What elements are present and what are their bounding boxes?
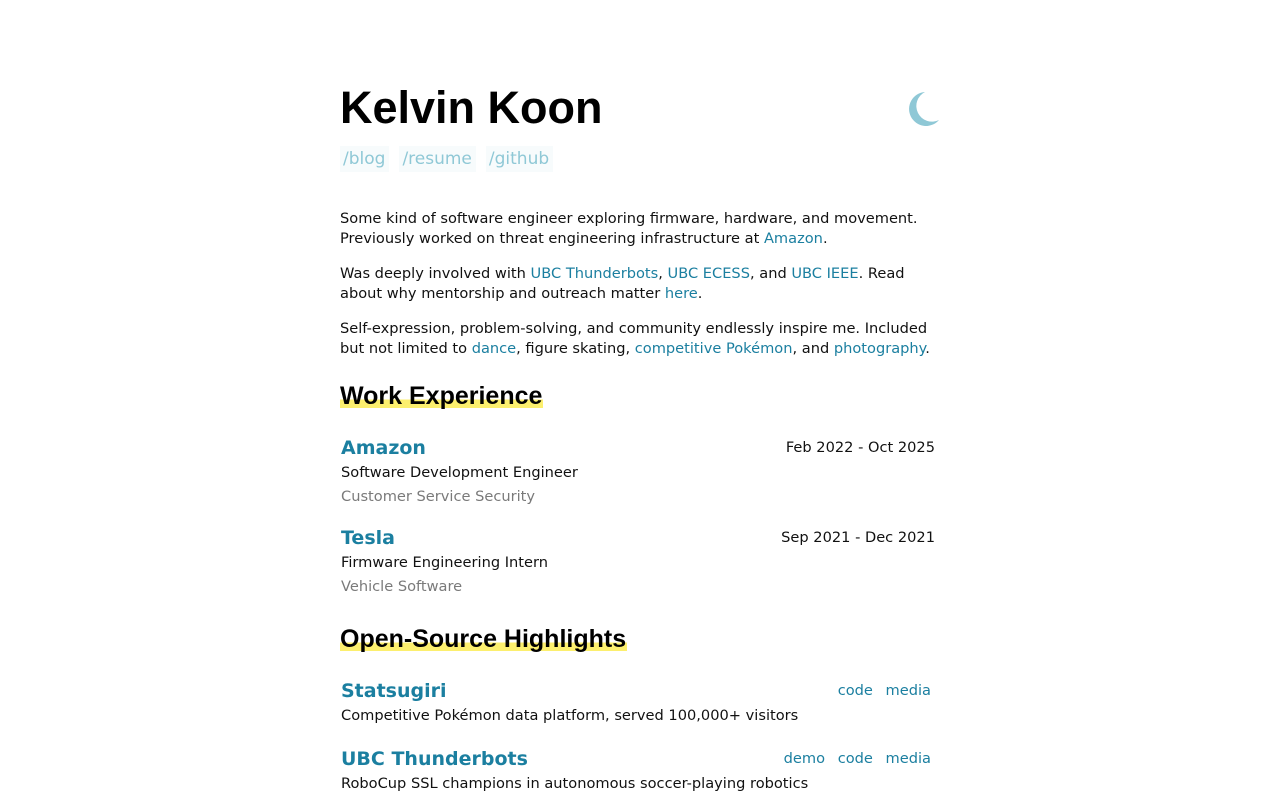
project-code-link[interactable]: code: [837, 750, 873, 767]
top-nav: [340, 146, 559, 172]
work-dates: Feb 2022 - Oct 2025: [785, 439, 935, 456]
project-links: [776, 749, 931, 769]
ubc-ecess-link[interactable]: UBC ECESS: [667, 265, 750, 282]
intro-text: ,: [658, 265, 668, 282]
work-company-link[interactable]: Amazon: [341, 437, 426, 459]
work-role: Software Development Engineer: [341, 464, 578, 481]
competitive-pokemon-link[interactable]: competitive Pokémon: [634, 340, 793, 357]
intro-text: .: [822, 230, 828, 247]
intro-text: , figure skating,: [516, 340, 635, 357]
work-entry: [341, 526, 935, 597]
intro-paragraph-2: [340, 264, 936, 304]
work-company-link[interactable]: Tesla: [341, 527, 395, 549]
amazon-link[interactable]: Amazon: [763, 230, 823, 247]
intro-text: .: [925, 340, 930, 357]
work-entry: [341, 436, 935, 507]
header: [340, 0, 936, 200]
project-name-link[interactable]: UBC Thunderbots: [341, 748, 528, 770]
work-dates: Sep 2021 - Dec 2021: [781, 529, 935, 546]
project-media-link[interactable]: media: [885, 750, 931, 767]
intro-paragraph-3: [340, 319, 936, 359]
intro-text: , and: [749, 265, 792, 282]
project-media-link[interactable]: media: [885, 682, 931, 699]
nav-link-resume[interactable]: /resume: [399, 146, 475, 172]
project-code-link[interactable]: code: [837, 682, 873, 699]
intro-paragraph-1: [340, 209, 936, 249]
work-experience-heading: Work Experience: [340, 382, 543, 410]
project-description: Competitive Pokémon data platform, served 100,000+ visitors: [341, 707, 799, 724]
intro-text: .: [697, 285, 703, 302]
mentorship-here-link[interactable]: here: [664, 285, 698, 302]
intro-text: Was deeply involved with: [340, 265, 531, 282]
intro: [340, 209, 936, 374]
nav-link-blog[interactable]: /blog: [340, 146, 389, 172]
project-name-link[interactable]: Statsugiri: [341, 680, 447, 702]
intro-text: Some kind of software engineer exploring firmware, hardware, and movement. Previously worked on threat engineering infrastructure at: [340, 210, 918, 247]
project-description: RoboCup SSL champions in autonomous soccer-playing robotics: [341, 775, 809, 792]
page-container: [340, 0, 936, 792]
theme-toggle-button[interactable]: [905, 90, 941, 128]
project-entry: [341, 679, 935, 726]
intro-text: Self-expression, problem-solving, and community endlessly inspire me. Included but not limited to: [340, 320, 928, 357]
open-source-heading: Open-Source Highlights: [340, 625, 627, 653]
work-team: Vehicle Software: [341, 578, 463, 595]
moon-icon: [905, 90, 941, 128]
ubc-ieee-link[interactable]: UBC IEEE: [791, 265, 859, 282]
intro-text: . Read about why mentorship and outreach matter: [340, 265, 905, 302]
dance-link[interactable]: dance: [471, 340, 517, 357]
work-team: Customer Service Security: [341, 488, 536, 505]
work-role: Firmware Engineering Intern: [341, 554, 548, 571]
project-entry: [341, 747, 935, 794]
nav-link-github[interactable]: /github: [486, 146, 553, 172]
project-links: [830, 681, 931, 701]
page-title: Kelvin Koon: [340, 82, 603, 133]
project-demo-link[interactable]: demo: [783, 750, 826, 767]
ubc-thunderbots-link[interactable]: UBC Thunderbots: [530, 265, 659, 282]
intro-text: , and: [792, 340, 834, 357]
photography-link[interactable]: photography: [833, 340, 926, 357]
